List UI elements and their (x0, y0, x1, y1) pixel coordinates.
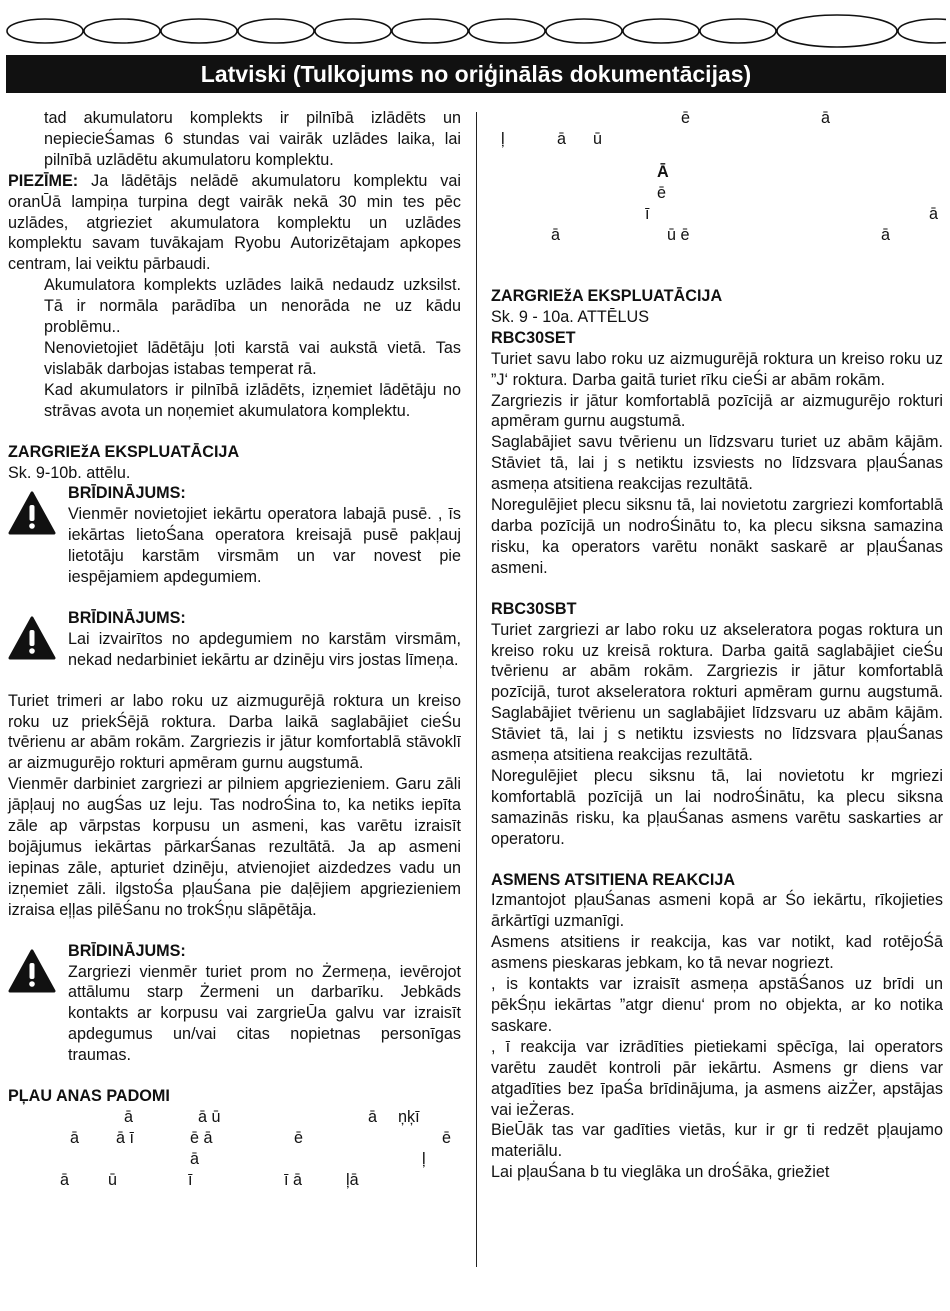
garbled-fragment: ū ē (667, 226, 690, 244)
garbled-line (8, 1128, 461, 1149)
garbled-fragment: ā (368, 1107, 378, 1126)
warning-title: BRĪDINĀJUMS: (68, 484, 186, 503)
garbled-fragment: ā (821, 109, 831, 127)
garbled-fragment: ē (657, 184, 667, 202)
model-heading: RBC30SBT (491, 599, 577, 618)
garbled-fragment: ā (557, 130, 567, 148)
garbled-fragment: ē (294, 1128, 304, 1147)
warning-text: Lai izvairītos no apdegumiem no karstām virsmām, nekad nedarbiniet iekārtu ar dzinēju virs jostas līmeņa. (68, 629, 461, 669)
garbled-line (491, 204, 943, 225)
page-tab (7, 19, 83, 43)
garbled-fragment: ē (681, 109, 691, 127)
garbled-fragment: ļā (346, 1170, 359, 1189)
list-item: Akumulatora komplekts uzlādes laikā nedaudz uzksilst. Tā ir normāla parādība un nenorāda ne uz kādu problēmu.. (44, 276, 461, 337)
section-heading: ZARGRIEžA EKSPLUATĀCIJA (491, 287, 723, 305)
left-column (8, 108, 461, 1191)
garbled-fragment: ū (108, 1170, 118, 1189)
garbled-line (491, 162, 943, 183)
note-label: PIEZĪME: (8, 171, 79, 190)
page-tab (700, 19, 776, 43)
garbled-fragment: ū (593, 130, 603, 148)
garbled-line (491, 108, 943, 129)
garbled-fragment: ņķī (398, 1107, 420, 1126)
body-paragraph: Saglabājiet savu tvērienu un līdzsvaru turiet uz abām kājām. Stāviet tā, lai j s netiktu izsviests no līdzsvara pļauŚanas asmeņa atsitiena reakcijas rezultātā. (491, 433, 943, 494)
warning-icon (8, 608, 68, 666)
list-item: Kad akumulators ir pilnībā izlādēts, izņemiet lādētāju no strāvas avota un noņemiet akumulatora komplektu. (44, 380, 461, 420)
page-tab (84, 19, 160, 43)
garbled-line (491, 225, 943, 246)
garbled-line (8, 1170, 461, 1191)
warning-title: BRĪDINĀJUMS: (68, 941, 186, 960)
warning-text: Vienmēr novietojiet iekārtu operatora labajā pusē. , īs iekārtas lietoŚana operatora kreisajā pusē pakļauj lietotāju karstām virsmām un var novest pie iespējamiem apdegumiem. (68, 505, 461, 587)
page-tab (238, 19, 314, 43)
body-paragraph: Noregulējiet plecu siksnu tā, lai novietotu zargriezi komfortablā darba pozīcijā un nodroŚinātu to, ka plecu siksna samazina risku, ka operators varētu nonākt saskarē ar pļauŚanas asmeni. (491, 496, 943, 577)
active-page-tab (777, 15, 897, 47)
garbled-fragment: ī ā (284, 1170, 302, 1189)
page-tab-strip (6, 14, 946, 48)
garbled-fragment: ā (881, 226, 891, 244)
garbled-fragment: ā (929, 205, 939, 223)
note-text: Ja lādētājs nelādē akumulatoru komplektu vai oranŪā lampiņa turpina degt vairāk nekā 30 min tes pēc uzlādes, atgrieziet akumulatora komplektu un uzlādes komplektu savam tuvākajam Ryobu Autorizētajam apkopes centram, lai veiktu pārbaudi. (8, 171, 461, 274)
garbled-fragment: ē (442, 1128, 452, 1147)
page-tab (161, 19, 237, 43)
warning-icon (8, 941, 68, 999)
garbled-line (491, 183, 943, 204)
garbled-fragment: ē ā (190, 1128, 213, 1147)
tips-heading: PĻAU ANAS PADOMI (8, 1087, 170, 1106)
column-divider (476, 112, 477, 1267)
body-paragraph: Izmantojot pļauŚanas asmeni kopā ar Śo iekārtu, rīkojieties ārkārtīgi uzmanīgi. (491, 891, 943, 931)
body-paragraph: Vienmēr darbiniet zargriezi ar pilniem apgriezieniem. Garu zāli jāpļauj no augŚas uz leju. Tas nodroŚina to, ka netiks iepīta zāle ap vārpstas korpusu un asmeni, kas varētu izraisīt bojājumus iekārtas pārkarŚanas rezultātā. Ja ap asmeni iepinas zāle, apturiet dzinēju, atvienojiet aizdedzes vadu un izņemiet zāli. ilgstoŚa pļauŚana pie daļējiem apgriezieniem izraisa eļļas pilēŚanu no trokŚņu slāpētāja. (8, 775, 461, 919)
body-paragraph: BieŪāk tas var gadīties vietās, kur ir gr ti redzēt pļaujamo materiālu. (491, 1121, 943, 1161)
garbled-fragment: ā (60, 1170, 70, 1189)
garbled-fragment: ā (124, 1107, 134, 1126)
body-paragraph: Lai pļauŚana b tu vieglāka un droŚāka, griežiet (491, 1163, 830, 1182)
body-paragraph: , ī reakcija var izrādīties pietiekami spēcīga, lai operators varētu zaudēt kontroli pār iekārtu. Asmens gr diens var atgadīties bez īpaŚa brīdinājuma, ja asmens aizŻer, apstājas vai ieŻeras. (491, 1037, 943, 1119)
oval-tabs-graphic (6, 14, 946, 48)
warning-block (8, 941, 461, 1066)
garbled-fragment: ā (551, 226, 561, 244)
page-tab (546, 19, 622, 43)
section-reference: Sk. 9 - 10a. ATTĒLUS (491, 307, 650, 326)
page-tab (623, 19, 699, 43)
page-tab (315, 19, 391, 43)
model-heading: RBC30SET (491, 328, 576, 347)
page-title: Latviski (Tulkojums no oriģinālās dokumentācijas) (6, 55, 946, 93)
kickback-heading: ASMENS ATSITIENA REAKCIJA (491, 870, 736, 889)
garbled-fragment: ā ī (116, 1128, 134, 1147)
right-column (491, 108, 943, 1183)
warning-block (8, 483, 461, 588)
body-paragraph: Asmens atsitiens ir reakcija, kas var notikt, kad rotējoŚā asmens pieskaras jebkam, ko tā nevar nogriezt. (491, 933, 943, 973)
warning-text: Zargriezi vienmēr turiet prom no Żermeņa, ievērojot attālumu starp Żermeni un darbarīku. Jebkāds kontakts ar korpusu vai zargrieŪa galvu var izraisīt apdegumus un/vai citas nopietnas personīgas traumas. (68, 962, 461, 1065)
garbled-fragment: ā ū (198, 1107, 221, 1126)
body-paragraph: Turiet savu labo roku uz aizmugurējā roktura un kreiso roku uz ”J‘ roktura. Darba gaitā turiet rīku cieŚi ar abām rokām. (491, 349, 943, 389)
garbled-fragment: ā (70, 1128, 80, 1147)
garbled-line (8, 1149, 461, 1170)
intro-paragraph: tad akumulatoru komplekts ir pilnībā izlādēts un nepiecieŚamas 6 stundas vai vairāk uzlādes laika, lai pilnībā uzlādētu akumulatoru komplektu. (44, 109, 461, 169)
body-paragraph: Noregulējiet plecu siksnu tā, lai novietotu kr mgriezi komfortablā pozīcijā un lai nodroŚinātu, ka plecu siksna samazinās risku, ka pļauŚanas asmens varētu saskarties ar operatoru. (491, 766, 943, 848)
list-item: Nenovietojiet lādētāju ļoti karstā vai aukstā vietā. Tas vislabāk darbojas istabas temperat rā. (44, 338, 461, 378)
section-reference: Sk. 9-10b. attēlu. (8, 463, 131, 482)
page-tab (898, 19, 946, 43)
warning-icon (8, 483, 68, 541)
page-tab (469, 19, 545, 43)
section-heading: ZARGRIEžA EKSPLUATĀCIJA (8, 442, 240, 461)
garbled-fragment: ī (645, 205, 650, 223)
body-paragraph: Zargriezis ir jātur komfortablā pozīcijā ar aizmugurējo rokturi apmēram gurnu augstumā. (491, 391, 943, 431)
garbled-fragment: ā (190, 1149, 200, 1168)
garbled-line (8, 1107, 461, 1128)
garbled-line (491, 129, 943, 150)
body-paragraph: Turiet zargriezi ar labo roku uz akseleratora pogas roktura un kreiso roku uz kreisā roktura. Darba gaitā saglabājiet cieŚu tvērienu ar abām rokām. Zargriezis ir jātur komfortablā pozīcijā, turot akseleratora rokturi apmēram gurnu augstumā. Saglabājiet tvērienu un saglabājiet līdzsvaru uz abām kājām. Stāviet tā, lai j s netiktu izsviests no līdzsvara pļauŚanas asmeņa atsitiena reakcijas rezultātā. (491, 620, 943, 765)
warning-title: BRĪDINĀJUMS: (68, 608, 186, 627)
garbled-fragment: Ā (657, 163, 669, 181)
body-paragraph: Turiet trimeri ar labo roku uz aizmugurējā roktura un kreiso roku uz priekŚējā roktura. Darba laikā saglabājiet cieŚu tvērienu ar abām rokām. Zargriezis ir jātur komfortablā stāvoklī ar aizmugurējo rokturi apmēram gurnu augstumā. (8, 691, 461, 773)
garbled-fragment: ļ (422, 1149, 426, 1168)
garbled-fragment: ļ (501, 130, 505, 148)
note-paragraph (8, 171, 461, 276)
page-tab (392, 19, 468, 43)
garbled-fragment: ī (188, 1170, 193, 1189)
warning-block (8, 608, 461, 671)
body-paragraph: , is kontakts var izraisīt asmeņa apstāŚanos uz brīdi un pēkŚņu iekārtas ”atgr dienu‘ prom no objekta, ar ko notika saskare. (491, 975, 943, 1035)
